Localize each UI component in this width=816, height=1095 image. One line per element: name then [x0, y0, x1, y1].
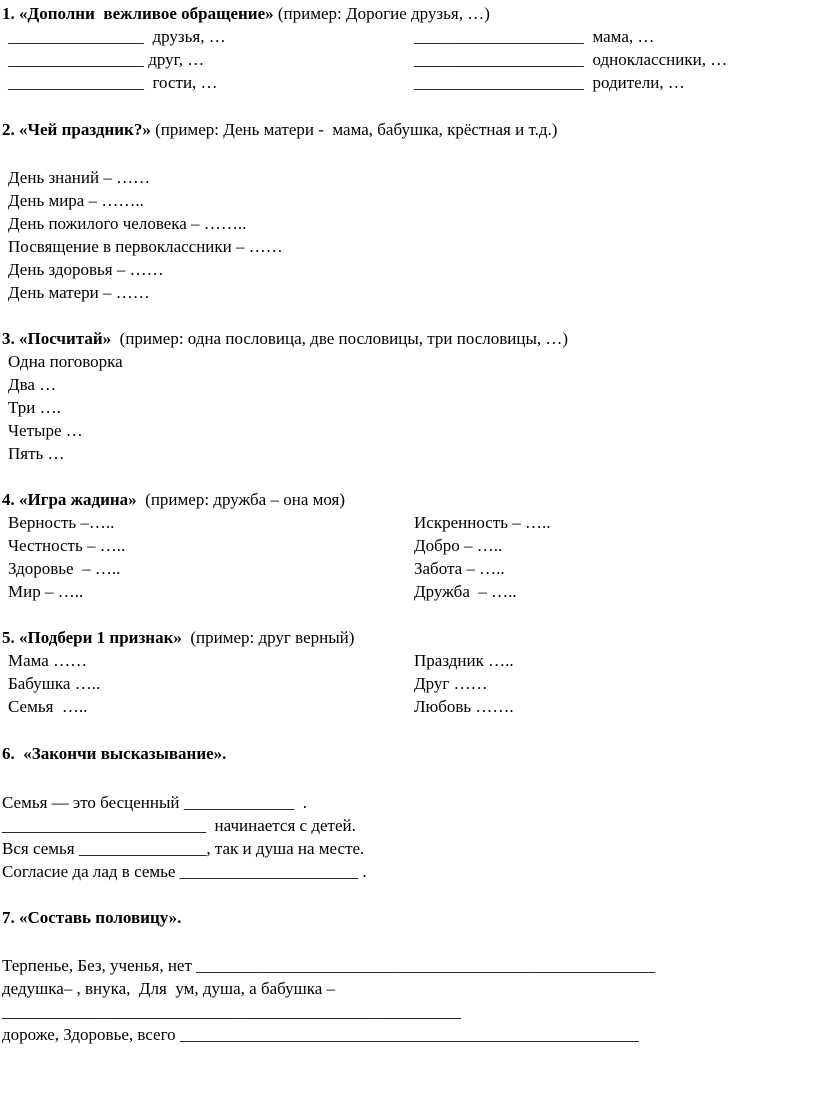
task-4-title: «Игра жадина» — [19, 490, 137, 509]
task-1-header — [2, 2, 490, 25]
task-7-item-3: ______________________________________________________ — [2, 1002, 461, 1021]
task-5-row-3-right: Любовь ……. — [414, 697, 514, 716]
task-5-row-1-right: Праздник ….. — [414, 651, 514, 670]
task-2-item-3: День пожилого человека – …….. — [8, 214, 247, 233]
task-5-number: 5. — [2, 628, 15, 647]
task-7-item-1: Терпенье, Без, ученья, нет ______________________________________________________ — [2, 956, 656, 975]
task-5-row-3-left: Семья ….. — [8, 697, 88, 716]
task-2-header — [2, 118, 557, 141]
task-7-title: «Составь половицу». — [19, 908, 182, 927]
task-1-example: (пример: Дорогие друзья, …) — [273, 4, 490, 23]
task-3-item-5: Пять … — [8, 444, 65, 463]
task-6-item-2: ________________________ начинается с детей. — [2, 816, 356, 835]
task-5-title: «Подбери 1 признак» — [19, 628, 182, 647]
task-4-row-2-left: Честность – ….. — [8, 536, 126, 555]
task-4-header — [2, 488, 345, 511]
task-2-example: (пример: День матери - мама, бабушка, крёстная и т.д.) — [150, 120, 558, 139]
task-3-item-2: Два … — [8, 375, 57, 394]
task-6-item-1: Семья — это бесценный _____________ . — [2, 793, 307, 812]
task-4-row-1-left: Верность –….. — [8, 513, 115, 532]
task-4-row-2-right: Добро – ….. — [414, 536, 503, 555]
task-2-number: 2. — [2, 120, 15, 139]
task-5-row-2-right: Друг …… — [414, 674, 488, 693]
task-6-header — [2, 742, 226, 765]
task-3-number: 3. — [2, 329, 15, 348]
task-7-item-4: дороже, Здоровье, всего ______________________________________________________ — [2, 1025, 639, 1044]
task-1-row-1-right: ____________________ мама, … — [414, 27, 655, 46]
task-2-title: «Чей праздник?» — [19, 120, 151, 139]
task-2-item-6: День матери – …… — [8, 283, 150, 302]
task-1-row-3-left: ________________ гости, … — [8, 73, 218, 92]
task-1-number: 1. — [2, 4, 15, 23]
task-5-example: (пример: друг верный) — [181, 628, 355, 647]
task-2-item-5: День здоровья – …… — [8, 260, 164, 279]
task-4-row-4-left: Мир – ….. — [8, 582, 84, 601]
task-3-example: (пример: одна пословица, две пословицы, три пословицы, …) — [111, 329, 569, 348]
task-4-example: (пример: дружба – она моя) — [136, 490, 346, 509]
task-2-item-4: Посвящение в первоклассники – …… — [8, 237, 283, 256]
task-1-title: «Дополни вежливое обращение» — [19, 4, 274, 23]
task-3-item-4: Четыре … — [8, 421, 83, 440]
task-1-row-3-right: ____________________ родители, … — [414, 73, 685, 92]
task-1-row-2-left: ________________ друг, … — [8, 50, 205, 69]
task-4-row-1-right: Искренность – ….. — [414, 513, 551, 532]
task-7-header — [2, 906, 181, 929]
task-3-title: «Посчитай» — [19, 329, 112, 348]
task-1-row-2-right: ____________________ одноклассники, … — [414, 50, 728, 69]
task-4-row-3-right: Забота – ….. — [414, 559, 505, 578]
task-3-item-1: Одна поговорка — [8, 352, 123, 371]
task-5-row-2-left: Бабушка ….. — [8, 674, 101, 693]
task-7-number: 7. — [2, 908, 15, 927]
task-4-row-3-left: Здоровье – ….. — [8, 559, 121, 578]
task-4-row-4-right: Дружба – ….. — [414, 582, 517, 601]
task-7-item-2: дедушка– , внука, Для ум, душа, а бабушка – — [2, 979, 336, 998]
task-6-number: 6. — [2, 744, 15, 763]
task-5-row-1-left: Мама …… — [8, 651, 88, 670]
task-5-header — [2, 626, 354, 649]
task-4-number: 4. — [2, 490, 15, 509]
task-6-title: «Закончи высказывание». — [19, 744, 227, 763]
task-2-item-1: День знаний – …… — [8, 168, 151, 187]
task-2-item-2: День мира – …….. — [8, 191, 144, 210]
task-3-item-3: Три …. — [8, 398, 61, 417]
task-6-item-4: Согласие да лад в семье _____________________ . — [2, 862, 367, 881]
task-6-item-3: Вся семья _______________, так и душа на месте. — [2, 839, 365, 858]
task-1-row-1-left: ________________ друзья, … — [8, 27, 226, 46]
task-3-header — [2, 327, 568, 350]
